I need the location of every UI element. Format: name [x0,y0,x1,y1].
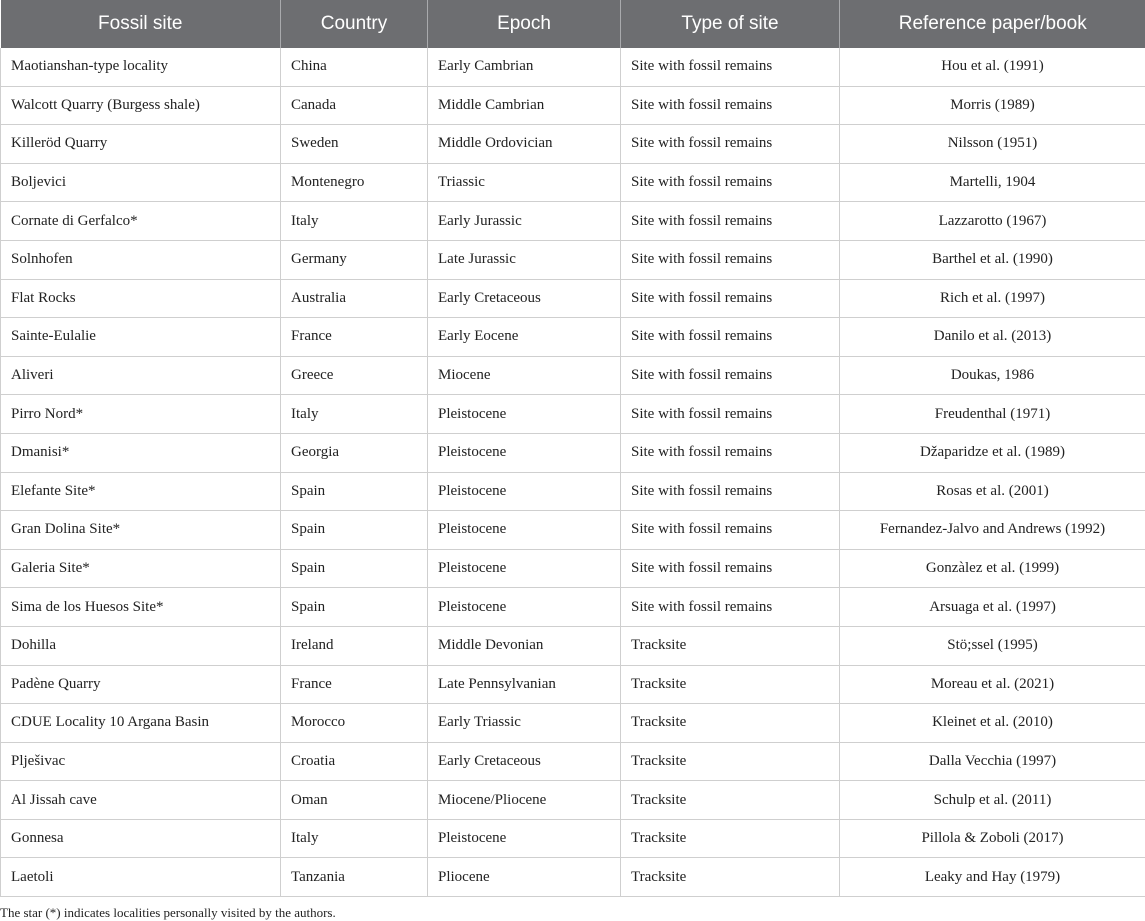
reference-cell: Dalla Vecchia (1997) [840,742,1145,781]
table-row [1,86,1145,125]
type-of-site-cell: Site with fossil remains [621,240,840,279]
table-footnote: The star (*) indicates localities personally visited by the authors. [0,897,1145,921]
table-header [1,0,1145,48]
header-country: Country [281,0,428,48]
reference-cell: Freudenthal (1971) [840,395,1145,434]
epoch-cell: Middle Cambrian [428,86,621,125]
type-of-site-cell: Site with fossil remains [621,356,840,395]
epoch-cell: Miocene [428,356,621,395]
country-cell: Spain [281,472,428,511]
fossil-site-cell: Al Jissah cave [1,781,281,820]
country-cell: Italy [281,819,428,858]
fossil-site-cell: Plješivac [1,742,281,781]
table-row [1,549,1145,588]
country-cell: Spain [281,511,428,550]
epoch-cell: Pleistocene [428,433,621,472]
epoch-cell: Early Cretaceous [428,742,621,781]
table-row [1,588,1145,627]
header-reference: Reference paper/book [840,0,1145,48]
country-cell: France [281,665,428,704]
table-row [1,433,1145,472]
header-epoch: Epoch [428,0,621,48]
reference-cell: Arsuaga et al. (1997) [840,588,1145,627]
reference-cell: Stö;ssel (1995) [840,626,1145,665]
reference-cell: Fernandez-Jalvo and Andrews (1992) [840,511,1145,550]
fossil-site-cell: Elefante Site* [1,472,281,511]
reference-cell: Rosas et al. (2001) [840,472,1145,511]
table-row [1,163,1145,202]
country-cell: Spain [281,588,428,627]
reference-cell: Leaky and Hay (1979) [840,858,1145,897]
type-of-site-cell: Site with fossil remains [621,279,840,318]
country-cell: China [281,48,428,86]
fossil-site-cell: Dmanisi* [1,433,281,472]
reference-cell: Gonzàlez et al. (1999) [840,549,1145,588]
reference-cell: Morris (1989) [840,86,1145,125]
reference-cell: Schulp et al. (2011) [840,781,1145,820]
country-cell: Tanzania [281,858,428,897]
reference-cell: Lazzarotto (1967) [840,202,1145,241]
fossil-site-cell: Boljevici [1,163,281,202]
country-cell: France [281,318,428,357]
header-fossil-site: Fossil site [1,0,281,48]
table-row [1,125,1145,164]
type-of-site-cell: Tracksite [621,819,840,858]
table-row [1,240,1145,279]
type-of-site-cell: Tracksite [621,781,840,820]
table-body [1,48,1145,897]
epoch-cell: Pleistocene [428,511,621,550]
country-cell: Germany [281,240,428,279]
table-row [1,742,1145,781]
epoch-cell: Middle Devonian [428,626,621,665]
table-row [1,472,1145,511]
country-cell: Sweden [281,125,428,164]
type-of-site-cell: Site with fossil remains [621,48,840,86]
epoch-cell: Late Jurassic [428,240,621,279]
epoch-cell: Early Eocene [428,318,621,357]
header-row [1,0,1145,48]
reference-cell: Nilsson (1951) [840,125,1145,164]
country-cell: Spain [281,549,428,588]
table-row [1,626,1145,665]
epoch-cell: Middle Ordovician [428,125,621,164]
epoch-cell: Pleistocene [428,588,621,627]
epoch-cell: Early Cretaceous [428,279,621,318]
country-cell: Ireland [281,626,428,665]
reference-cell: Pillola & Zoboli (2017) [840,819,1145,858]
epoch-cell: Pleistocene [428,549,621,588]
reference-cell: Barthel et al. (1990) [840,240,1145,279]
country-cell: Australia [281,279,428,318]
reference-cell: Hou et al. (1991) [840,48,1145,86]
reference-cell: Rich et al. (1997) [840,279,1145,318]
table-row [1,279,1145,318]
table-row [1,395,1145,434]
type-of-site-cell: Site with fossil remains [621,86,840,125]
country-cell: Italy [281,395,428,434]
reference-cell: Martelli, 1904 [840,163,1145,202]
fossil-site-cell: Gonnesa [1,819,281,858]
table-row [1,704,1145,743]
fossil-site-cell: Walcott Quarry (Burgess shale) [1,86,281,125]
epoch-cell: Pliocene [428,858,621,897]
table-row [1,665,1145,704]
country-cell: Croatia [281,742,428,781]
type-of-site-cell: Site with fossil remains [621,511,840,550]
reference-cell: Doukas, 1986 [840,356,1145,395]
type-of-site-cell: Tracksite [621,626,840,665]
fossil-site-cell: Sima de los Huesos Site* [1,588,281,627]
table-row [1,356,1145,395]
table-row [1,781,1145,820]
epoch-cell: Triassic [428,163,621,202]
fossil-site-cell: Gran Dolina Site* [1,511,281,550]
table-row [1,48,1145,86]
table-row [1,858,1145,897]
table-row [1,318,1145,357]
type-of-site-cell: Tracksite [621,665,840,704]
type-of-site-cell: Site with fossil remains [621,125,840,164]
country-cell: Canada [281,86,428,125]
fossil-site-cell: Aliveri [1,356,281,395]
epoch-cell: Early Triassic [428,704,621,743]
type-of-site-cell: Site with fossil remains [621,163,840,202]
type-of-site-cell: Tracksite [621,858,840,897]
country-cell: Georgia [281,433,428,472]
fossil-site-cell: Pirro Nord* [1,395,281,434]
fossil-site-cell: Laetoli [1,858,281,897]
type-of-site-cell: Site with fossil remains [621,395,840,434]
fossil-site-cell: Dohilla [1,626,281,665]
fossil-site-cell: Padène Quarry [1,665,281,704]
type-of-site-cell: Site with fossil remains [621,472,840,511]
reference-cell: Kleinet et al. (2010) [840,704,1145,743]
type-of-site-cell: Site with fossil remains [621,549,840,588]
type-of-site-cell: Site with fossil remains [621,318,840,357]
epoch-cell: Pleistocene [428,819,621,858]
fossil-site-cell: Galeria Site* [1,549,281,588]
fossil-site-cell: Maotianshan-type locality [1,48,281,86]
reference-cell: Džaparidze et al. (1989) [840,433,1145,472]
epoch-cell: Late Pennsylvanian [428,665,621,704]
country-cell: Oman [281,781,428,820]
table-row [1,819,1145,858]
type-of-site-cell: Site with fossil remains [621,588,840,627]
country-cell: Greece [281,356,428,395]
table-row [1,511,1145,550]
type-of-site-cell: Site with fossil remains [621,433,840,472]
fossil-site-cell: Sainte-Eulalie [1,318,281,357]
fossil-site-cell: CDUE Locality 10 Argana Basin [1,704,281,743]
type-of-site-cell: Tracksite [621,704,840,743]
country-cell: Montenegro [281,163,428,202]
country-cell: Morocco [281,704,428,743]
fossil-site-cell: Flat Rocks [1,279,281,318]
header-type-of-site: Type of site [621,0,840,48]
epoch-cell: Pleistocene [428,472,621,511]
fossil-site-cell: Killeröd Quarry [1,125,281,164]
reference-cell: Danilo et al. (2013) [840,318,1145,357]
epoch-cell: Early Cambrian [428,48,621,86]
type-of-site-cell: Site with fossil remains [621,202,840,241]
reference-cell: Moreau et al. (2021) [840,665,1145,704]
country-cell: Italy [281,202,428,241]
epoch-cell: Early Jurassic [428,202,621,241]
fossil-site-cell: Solnhofen [1,240,281,279]
table-row [1,202,1145,241]
epoch-cell: Pleistocene [428,395,621,434]
type-of-site-cell: Tracksite [621,742,840,781]
epoch-cell: Miocene/Pliocene [428,781,621,820]
fossil-site-cell: Cornate di Gerfalco* [1,202,281,241]
